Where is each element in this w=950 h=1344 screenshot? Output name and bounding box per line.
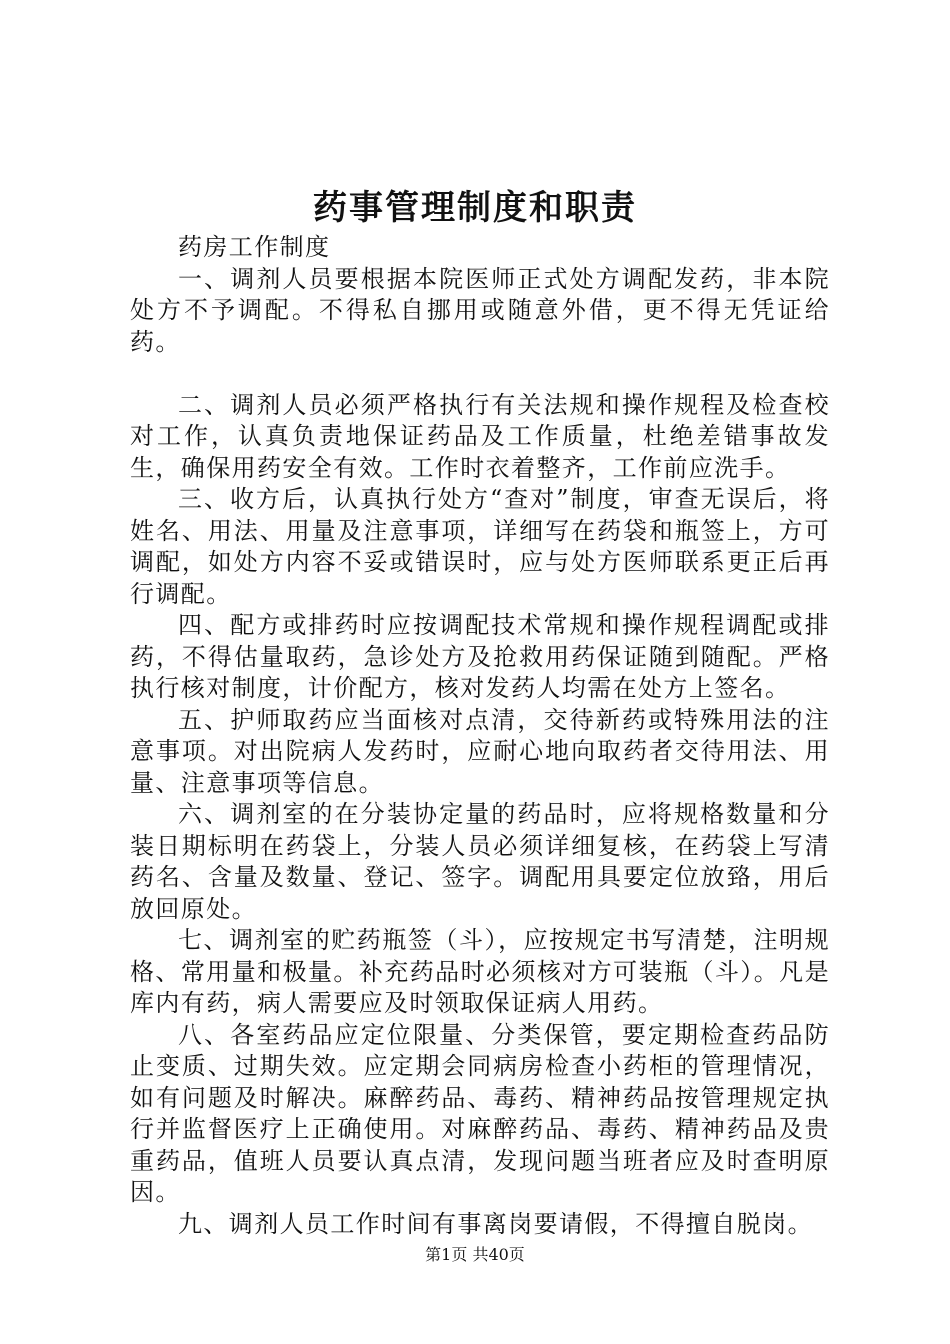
- paragraph-8: 八、各室药品应定位限量、分类保管，要定期检查药品防止变质、过期失效。应定期会同病房检查小药柜的管理情况，如有问题及时解决。麻醉药品、毒药、精神药品按管理规定执行并监督医疗上正确使用。对麻醉药品、毒药、精神药品及贵重药品，值班人员要认真点清，发现问题当班者应及时查明原因。: [130, 1020, 830, 1206]
- document-title: 药事管理制度和职责: [313, 188, 637, 228]
- paragraph-2: 二、调剂人员必须严格执行有关法规和操作规程及检查校对工作，认真负责地保证药品及工作质量，杜绝差错事故发生，确保用药安全有效。工作时衣着整齐，工作前应洗手。: [130, 390, 830, 482]
- page-footer: 第1页 共40页: [425, 1245, 525, 1264]
- document-body: [130, 232, 830, 1240]
- paragraph-1: 一、调剂人员要根据本院医师正式处方调配发药，非本院处方不予调配。不得私自挪用或随意外借，更不得无凭证给药。: [130, 264, 830, 356]
- paragraph-6: 六、调剂室的在分装协定量的药品时，应将规格数量和分装日期标明在药袋上，分装人员必须详细复核，在药袋上写清药名、含量及数量、登记、签字。调配用具要定位放臵，用后放回原处。: [130, 800, 830, 923]
- paragraph-3: 三、收方后，认真执行处方“查对”制度，审查无误后，将姓名、用法、用量及注意事项，详细写在药袋和瓶签上，方可调配，如处方内容不妥或错误时，应与处方医师联系更正后再行调配。: [130, 485, 830, 608]
- paragraph-9: 九、调剂人员工作时间有事离岗要请假，不得擅自脱岗。: [178, 1209, 813, 1238]
- paragraph-4: 四、配方或排药时应按调配技术常规和操作规程调配或排药，不得估量取药，急诊处方及抢救用药保证随到随配。严格执行核对制度，计价配方，核对发药人均需在处方上签名。: [130, 611, 830, 702]
- paragraph-5: 五、护师取药应当面核对点清，交待新药或特殊用法的注意事项。对出院病人发药时，应耐心地向取药者交待用法、用量、注意事项等信息。: [130, 705, 830, 797]
- section-heading: 药房工作制度: [178, 233, 331, 261]
- paragraph-7: 七、调剂室的贮药瓶签（斗），应按规定书写清楚，注明规格、常用量和极量。补充药品时必须核对方可装瓶（斗）。凡是库内有药，病人需要应及时领取保证病人用药。: [130, 926, 830, 1017]
